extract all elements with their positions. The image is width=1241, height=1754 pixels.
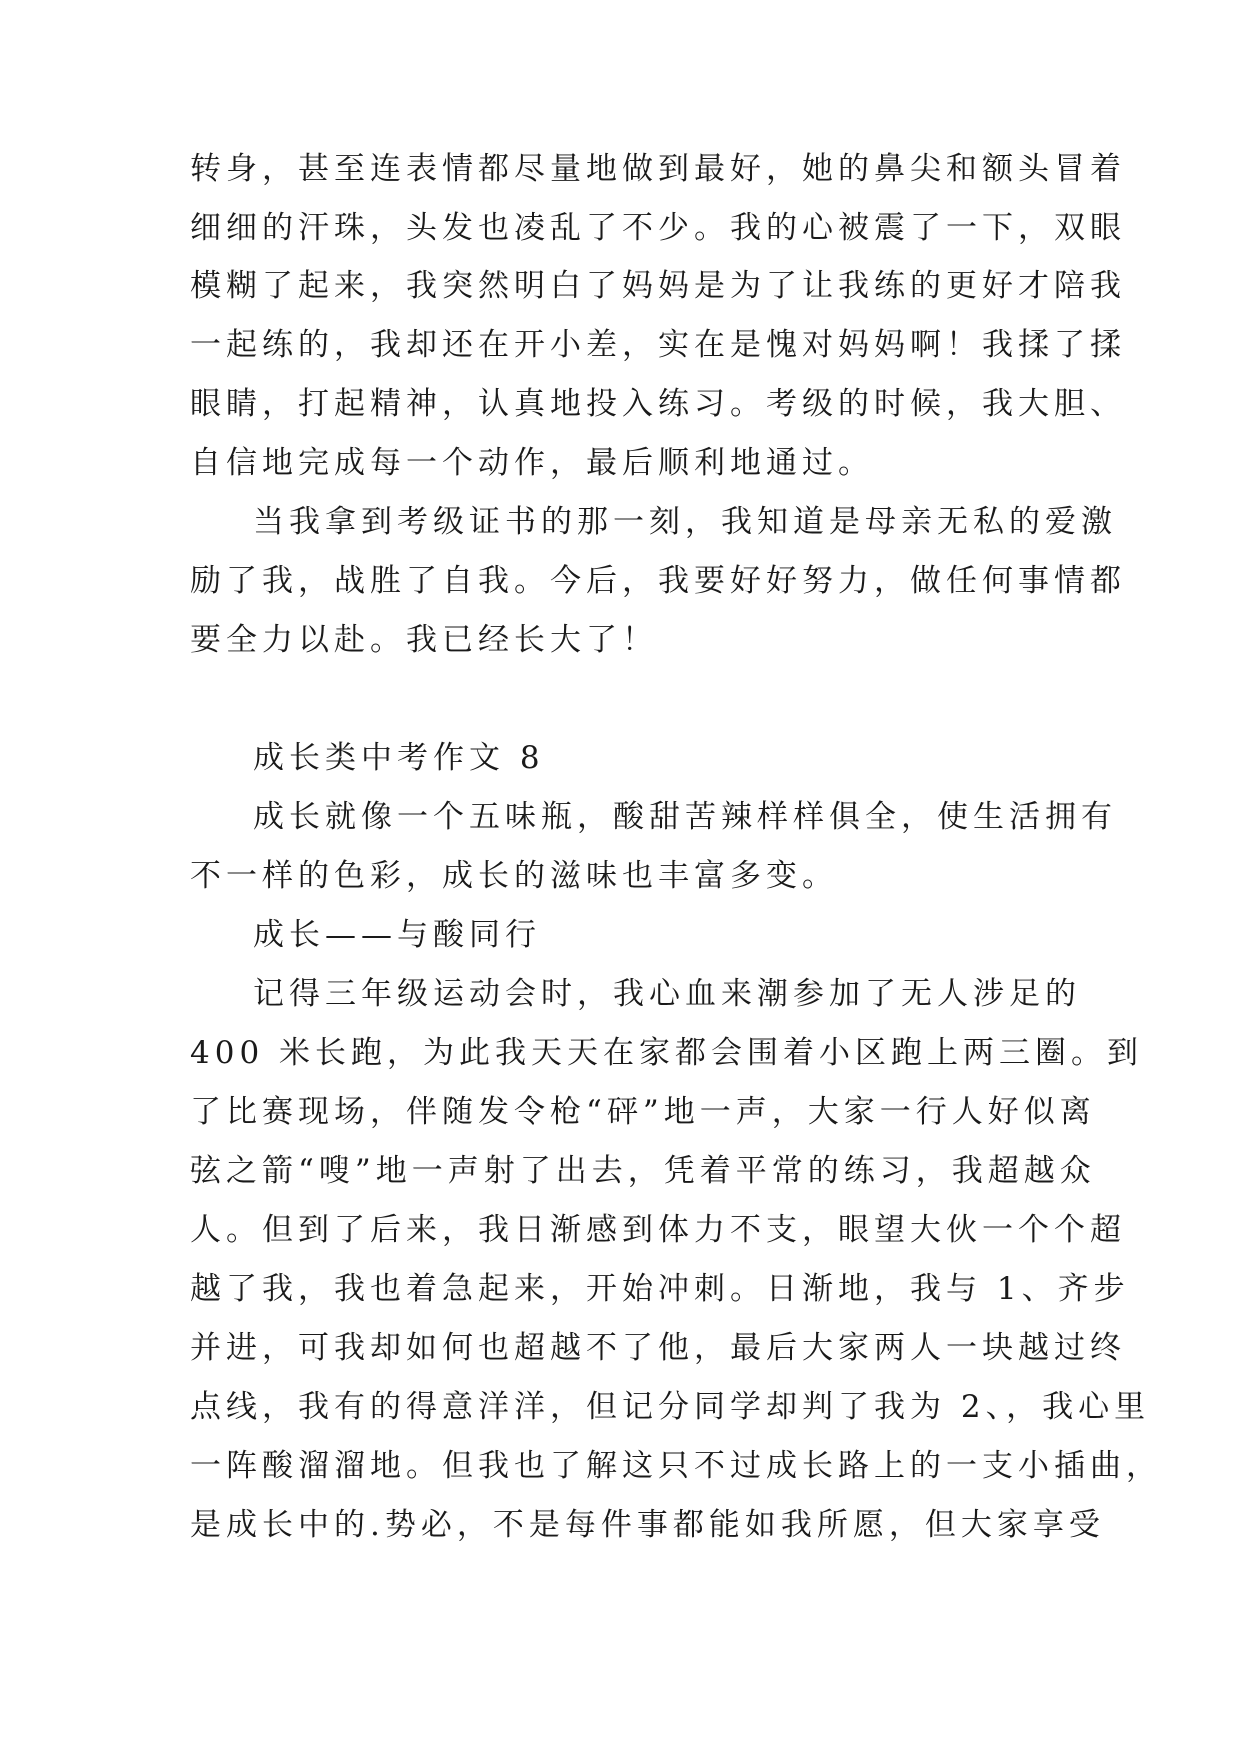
body-text-line: 一起练的，我却还在开小差，实在是愧对妈妈啊！我揉了揉	[190, 327, 1126, 363]
body-text-line: 点线，我有的得意洋洋，但记分同学却判了我为 2、，我心里	[190, 1389, 1151, 1425]
body-text-line: 励了我，战胜了自我。今后，我要好好努力，做任何事情都	[190, 563, 1126, 599]
body-text-line: 眼睛，打起精神，认真地投入练习。考级的时候，我大胆、	[190, 386, 1126, 422]
body-text-line: 记得三年级运动会时，我心血来潮参加了无人涉足的	[253, 976, 1081, 1012]
body-text-line: 自信地完成每一个动作，最后顺利地通过。	[190, 445, 874, 481]
body-text-line: 成长就像一个五味瓶，酸甜苦辣样样俱全，使生活拥有	[253, 799, 1117, 835]
body-text-line: 转身，甚至连表情都尽量地做到最好，她的鼻尖和额头冒着	[190, 151, 1126, 187]
body-text-line: 不一样的色彩，成长的滋味也丰富多变。	[190, 858, 838, 894]
body-text-line: 并进，可我却如何也超越不了他，最后大家两人一块越过终	[190, 1330, 1126, 1366]
body-text-line: 了比赛现场，伴随发令枪“砰”地一声，大家一行人好似离	[190, 1094, 1096, 1130]
body-text-line: 模糊了起来，我突然明白了妈妈是为了让我练的更好才陪我	[190, 268, 1126, 304]
body-text-line: 人。但到了后来，我日渐感到体力不支，眼望大伙一个个超	[190, 1212, 1126, 1248]
body-text-line: 一阵酸溜溜地。但我也了解这只不过成长路上的一支小插曲，	[190, 1448, 1162, 1484]
body-text-line: 是成长中的.势必，不是每件事都能如我所愿，但大家享受	[190, 1507, 1105, 1543]
body-text-line: 细细的汗珠，头发也凌乱了不少。我的心被震了一下，双眼	[190, 210, 1126, 246]
section-title: 成长类中考作文 8	[253, 740, 545, 776]
body-text-line: 要全力以赴。我已经长大了！	[190, 622, 658, 658]
subheading: 成长——与酸同行	[253, 917, 541, 953]
body-text-line: 越了我，我也着急起来，开始冲刺。日渐地，我与 1、齐步	[190, 1271, 1130, 1307]
body-text-line: 当我拿到考级证书的那一刻，我知道是母亲无私的爱激	[253, 504, 1117, 540]
body-text-line: 400 米长跑，为此我天天在家都会围着小区跑上两三圈。到	[190, 1035, 1144, 1071]
body-text-line: 弦之箭“嗖”地一声射了出去，凭着平常的练习，我超越众	[190, 1153, 1096, 1189]
